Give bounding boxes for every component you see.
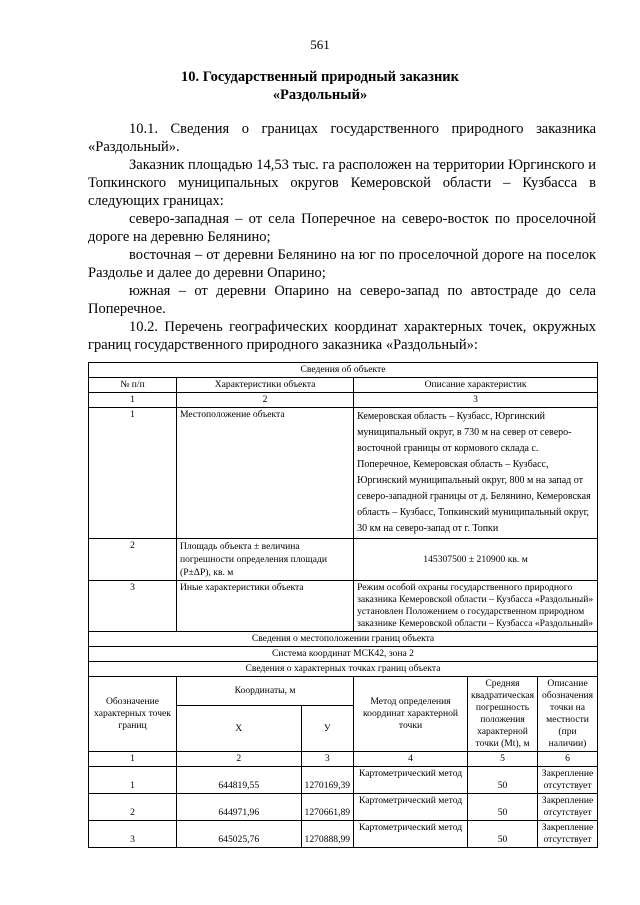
table-row: [89, 794, 598, 821]
points-col-coordinates: Координаты, м: [177, 677, 354, 706]
points-header: Сведения о характерных точках границ объекта: [89, 662, 598, 677]
paragraph: северо-западная – от села Поперечное на северо-восток по проселочной дороге на деревню Белянино;: [88, 211, 596, 245]
row-name: Площадь объекта ± величина погрешности определения площади (Р±ΔР), кв. м: [177, 539, 354, 581]
points-col-number: 1: [89, 752, 177, 767]
points-col-x: X: [177, 706, 302, 752]
title-line-2: «Раздольный»: [272, 87, 368, 103]
points-col-marking: Описание обозначения точки на местности (при наличии): [538, 677, 598, 752]
row-desc: 145307500 ± 210900 кв. м: [354, 539, 598, 581]
table-row: [89, 408, 598, 539]
row-num: 1: [89, 408, 177, 539]
point-method: Картометрический метод: [354, 821, 468, 848]
paragraph: 10.1. Сведения о границах государственного природного заказника «Раздольный».: [88, 121, 596, 155]
row-num: 2: [89, 539, 177, 581]
points-col-number: 2: [177, 752, 302, 767]
point-accuracy: 50: [467, 794, 537, 821]
points-col-designation: Обозначение характерных точек границ: [89, 677, 177, 752]
table-row: [89, 539, 598, 581]
point-id: 3: [89, 821, 177, 848]
table-row: [89, 821, 598, 848]
points-col-number: 3: [301, 752, 354, 767]
point-accuracy: 50: [467, 821, 537, 848]
points-col-number: 6: [538, 752, 598, 767]
row-name: Местоположение объекта: [177, 408, 354, 539]
object-info-header: Сведения об объекте: [89, 363, 598, 378]
col-number: 3: [354, 393, 598, 408]
location-header: Сведения о местоположении границ объекта: [89, 632, 598, 647]
row-desc: Режим особой охраны государственного природного заказника Кемеровской области – Кузбасса «Раздольный» установлен Положением о государственном природном заказнике Кемеровской области – Кузбасса «Раздольный»: [354, 581, 598, 632]
table-row: [89, 581, 598, 632]
point-y: 1270661,89: [301, 794, 354, 821]
point-marking: Закрепление отсутствует: [538, 821, 598, 848]
point-id: 1: [89, 767, 177, 794]
point-y: 1270169,39: [301, 767, 354, 794]
coord-system: Система координат МСК42, зона 2: [89, 647, 598, 662]
row-name: Иные характеристики объекта: [177, 581, 354, 632]
col-number: 1: [89, 393, 177, 408]
point-id: 2: [89, 794, 177, 821]
paragraph: южная – от деревни Опарино на северо-запад по автостраде до села Поперечное.: [88, 283, 596, 317]
col-number: 2: [177, 393, 354, 408]
point-x: 644819,55: [177, 767, 302, 794]
point-x: 644971,96: [177, 794, 302, 821]
points-col-accuracy: Средняя квадратическая погрешность положения характерной точки (Mt), м: [467, 677, 537, 752]
paragraph: восточная – от деревни Белянино на юг по проселочной дороге на поселок Раздолье и далее до деревни Опарино;: [88, 247, 596, 281]
points-col-method: Метод определения координат характерной точки: [354, 677, 468, 752]
point-method: Картометрический метод: [354, 794, 468, 821]
page-number: 561: [310, 37, 330, 52]
col-header-description: Описание характеристик: [354, 378, 598, 393]
row-num: 3: [89, 581, 177, 632]
point-x: 645025,76: [177, 821, 302, 848]
title-line-1: 10. Государственный природный заказник: [180, 69, 460, 85]
points-col-number: 5: [467, 752, 537, 767]
points-col-number: 4: [354, 752, 468, 767]
row-desc: Кемеровская область – Кузбасс, Юргинский муниципальный округ, в 730 м на север от северо-восточной границы от кормового склада с. Поперечное, Кемеровская область – Кузбасс, Юргинский муниципальный округ, 800 м на запад от северо-западной границы от д. Белянино, Кемеровская область – Кузбасс, Топкинский муниципальный округ, 30 км на северо-запад от г. Топки: [354, 408, 598, 539]
points-col-y: У: [301, 706, 354, 752]
point-accuracy: 50: [467, 767, 537, 794]
point-marking: Закрепление отсутствует: [538, 767, 598, 794]
paragraph: 10.2. Перечень географических координат характерных точек, окружных границ государственного природного заказника «Раздольный»:: [88, 319, 596, 353]
point-method: Картометрический метод: [354, 767, 468, 794]
table-row: [89, 767, 598, 794]
point-y: 1270888,99: [301, 821, 354, 848]
body-text: [88, 120, 596, 354]
col-header-characteristics: Характеристики объекта: [177, 378, 354, 393]
col-header-num: № п/п: [89, 378, 177, 393]
paragraph: Заказник площадью 14,53 тыс. га расположен на территории Юргинского и Топкинского муниципальных округов Кемеровской области – Кузбасса в следующих границах:: [88, 157, 596, 209]
page-title: [0, 68, 640, 104]
point-marking: Закрепление отсутствует: [538, 794, 598, 821]
object-table: [88, 362, 598, 848]
